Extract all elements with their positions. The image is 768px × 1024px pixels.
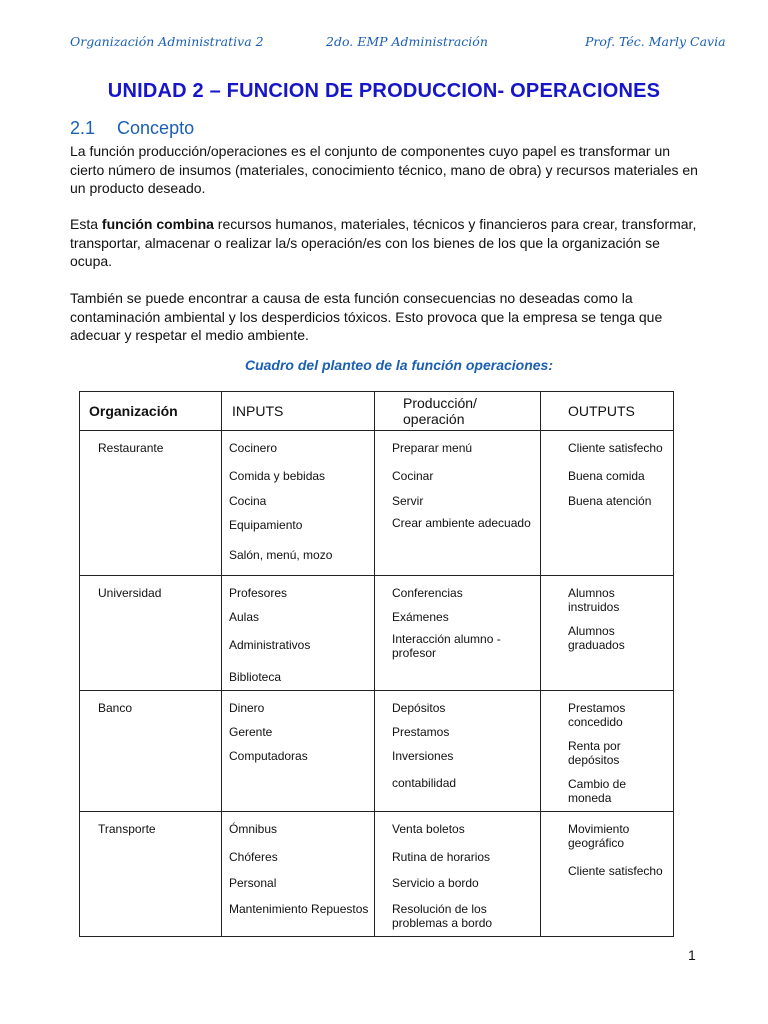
paragraph-1: La función producción/operaciones es el conjunto de componentes cuyo papel es transformar un cierto número de insumos (materiales, conocimiento técnico, mano de obra) y recursos materiales en un producto deseado. bbox=[70, 143, 698, 196]
section-number: 2.1 bbox=[70, 118, 96, 138]
operation-item: Conferencias bbox=[392, 586, 463, 600]
operation-item: Preparar menú bbox=[392, 441, 473, 455]
table-caption: Cuadro del planteo de la función operaciones: bbox=[244, 357, 554, 373]
output-item: Buena comida bbox=[568, 469, 645, 483]
ops-list bbox=[375, 812, 540, 936]
section-heading bbox=[70, 118, 194, 139]
input-item: Biblioteca bbox=[229, 670, 282, 684]
org-name: Universidad bbox=[98, 586, 162, 600]
paragraph-2-post: recursos humanos, materiales, técnicos y financieros para crear, transformar, transportar, almacenar o realizar la/s operación/es con los bienes de los que la organización se ocupa. bbox=[70, 216, 697, 269]
org-cell bbox=[80, 576, 222, 691]
org-cell bbox=[80, 812, 222, 937]
input-item: Computadoras bbox=[229, 749, 308, 763]
input-item: Aulas bbox=[229, 610, 260, 624]
outputs-cell bbox=[541, 812, 674, 937]
ops-list bbox=[375, 576, 540, 666]
paragraph-2-pre: Esta bbox=[70, 216, 102, 232]
header-center: 2do. EMP Administración bbox=[326, 34, 488, 49]
ops-cell bbox=[375, 576, 541, 691]
output-item: Cliente satisfecho bbox=[568, 864, 663, 878]
header-operacion bbox=[375, 392, 541, 431]
ops-cell bbox=[375, 812, 541, 937]
header-organizacion: Organización bbox=[80, 392, 222, 431]
outputs-list bbox=[541, 576, 673, 658]
operation-item: Servicio a bordo bbox=[392, 876, 479, 890]
header-left: Organización Administrativa 2 bbox=[70, 34, 264, 49]
input-item: Profesores bbox=[229, 586, 288, 600]
input-item: Comida y bebidas bbox=[229, 469, 326, 483]
output-item: Cambio de moneda bbox=[568, 777, 627, 805]
input-item: Dinero bbox=[229, 701, 265, 715]
output-item: Cliente satisfecho bbox=[568, 441, 663, 455]
outputs-list bbox=[541, 812, 673, 884]
table-body bbox=[80, 431, 674, 937]
page-number: 1 bbox=[688, 947, 696, 963]
operation-item: Prestamos bbox=[392, 725, 450, 739]
input-item: Personal bbox=[229, 876, 277, 890]
inputs-cell bbox=[222, 576, 375, 691]
inputs-cell bbox=[222, 431, 375, 576]
operation-item: Rutina de horarios bbox=[392, 850, 491, 864]
input-item: Cocinero bbox=[229, 441, 278, 455]
table-row bbox=[80, 431, 674, 576]
section-title: Concepto bbox=[117, 118, 195, 138]
operation-item: Venta boletos bbox=[392, 822, 465, 836]
outputs-cell bbox=[541, 576, 674, 691]
input-item: Administrativos bbox=[229, 638, 311, 652]
outputs-list bbox=[541, 691, 673, 811]
org-name: Banco bbox=[98, 701, 133, 715]
output-item: Prestamos concedido bbox=[568, 701, 626, 729]
org-cell bbox=[80, 691, 222, 812]
org-name: Transporte bbox=[98, 822, 156, 836]
paragraph-3: También se puede encontrar a causa de esta función consecuencias no deseadas como la contaminación ambiental y los desperdicios tóxicos. Esto provoca que la empresa se tenga que adecuar y respetar el medio ambiente. bbox=[70, 290, 663, 343]
table-header-row bbox=[80, 392, 674, 431]
output-item: Renta por depósitos bbox=[568, 739, 621, 767]
input-item: Mantenimiento Repuestos bbox=[229, 902, 369, 916]
input-item: Ómnibus bbox=[229, 822, 278, 836]
input-item: Chóferes bbox=[229, 850, 278, 864]
outputs-cell bbox=[541, 431, 674, 576]
output-item: Movimiento geográfico bbox=[568, 822, 630, 850]
inputs-list bbox=[222, 431, 374, 568]
table-row bbox=[80, 576, 674, 691]
outputs-cell bbox=[541, 691, 674, 812]
operation-item: Resolución de los problemas a bordo bbox=[392, 902, 493, 930]
operation-item: Depósitos bbox=[392, 701, 446, 715]
input-item: Gerente bbox=[229, 725, 273, 739]
ops-cell bbox=[375, 691, 541, 812]
ops-list bbox=[375, 431, 540, 536]
table-row bbox=[80, 812, 674, 937]
outputs-list bbox=[541, 431, 673, 514]
table-row bbox=[80, 691, 674, 812]
input-item: Equipamiento bbox=[229, 518, 303, 532]
ops-cell bbox=[375, 431, 541, 576]
input-item: Cocina bbox=[229, 494, 267, 508]
paragraph-2-bold: función combina bbox=[101, 216, 214, 232]
ops-list bbox=[375, 691, 540, 796]
header-inputs: INPUTS bbox=[222, 392, 375, 431]
output-item: Alumnos graduados bbox=[568, 624, 625, 652]
operation-item: Inversiones bbox=[392, 749, 454, 763]
org-name: Restaurante bbox=[98, 441, 164, 455]
operation-item: Crear ambiente adecuado bbox=[392, 516, 531, 530]
input-item: Salón, menú, mozo bbox=[229, 548, 333, 562]
operations-table bbox=[79, 391, 674, 937]
operation-item: Interacción alumno - profesor bbox=[392, 632, 501, 660]
output-item: Buena atención bbox=[568, 494, 652, 508]
header-operacion-line2: operación bbox=[403, 411, 465, 427]
inputs-list bbox=[222, 576, 374, 690]
inputs-list bbox=[222, 691, 374, 769]
header-outputs: OUTPUTS bbox=[541, 392, 674, 431]
org-cell bbox=[80, 431, 222, 576]
output-item: Alumnos instruidos bbox=[568, 586, 620, 614]
header-right: Prof. Téc. Marly Cavia bbox=[585, 34, 726, 49]
paragraph-2 bbox=[70, 215, 700, 271]
operation-item: Servir bbox=[392, 494, 424, 508]
operation-item: Cocinar bbox=[392, 469, 434, 483]
inputs-cell bbox=[222, 691, 375, 812]
operation-item: contabilidad bbox=[392, 776, 457, 790]
inputs-list bbox=[222, 812, 374, 922]
operation-item: Exámenes bbox=[392, 610, 449, 624]
inputs-cell bbox=[222, 812, 375, 937]
page-title: UNIDAD 2 – FUNCION DE PRODUCCION- OPERACIONES bbox=[107, 80, 661, 102]
header-operacion-line1: Producción/ bbox=[403, 395, 477, 411]
